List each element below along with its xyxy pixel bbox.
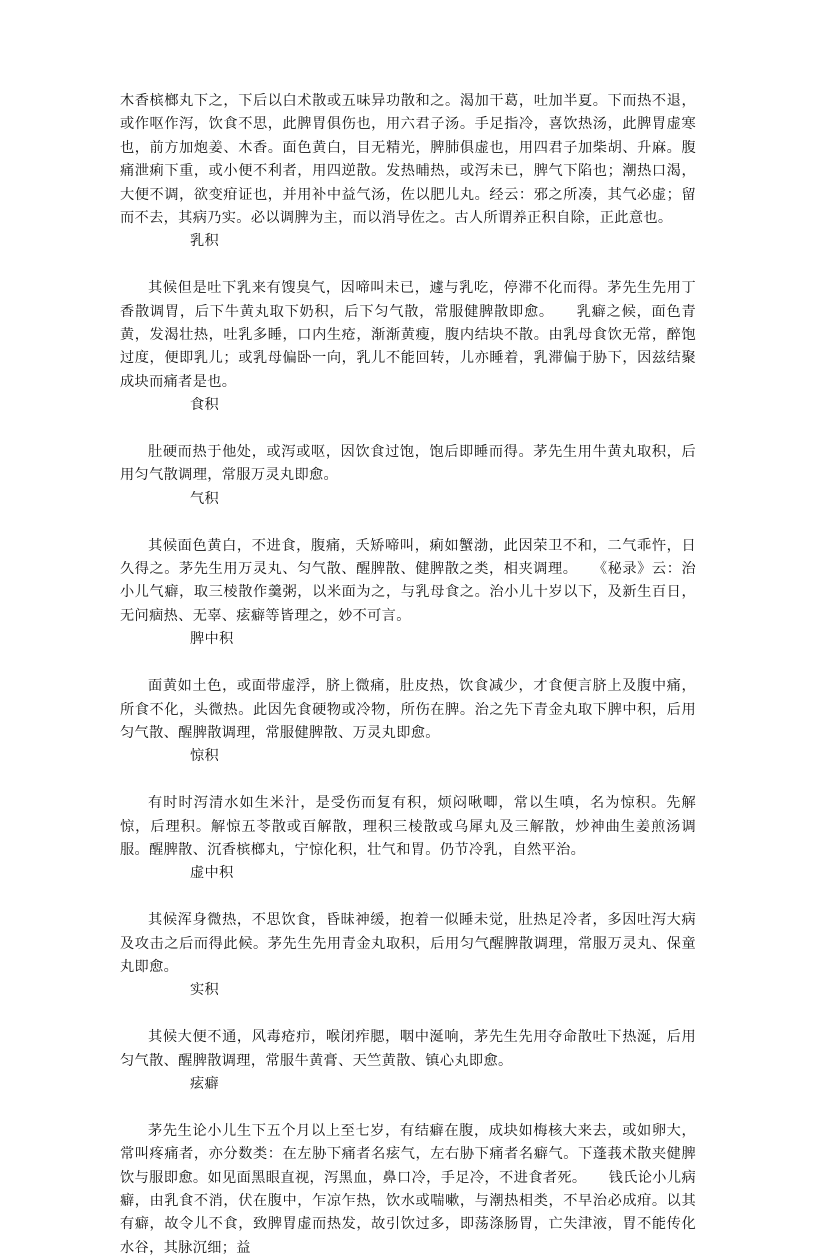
heading-xuzhongji: 虚中积 [190,865,234,882]
paragraph-shiji: 肚硬而热于他处，或泻或呕，因饮食过饱，饱后即睡而得。茅先生用牛黄丸取积，后用匀气散调理，常服万灵丸即愈。 [120,444,696,484]
spacer [120,511,696,534]
paragraph-xuzhongji: 其候浑身微热，不思饮食，昏昧神缓，抱着一似睡未觉，肚热足冷者，多因吐泻大病及攻击之后而得此候。茅先生先用青金丸取积，后用匀气醒脾散调理，常服万灵丸、保童丸即愈。 [120,912,696,975]
document-page [120,90,696,1260]
spacer [120,1096,696,1119]
heading-pizhongji: 脾中积 [190,631,234,648]
paragraph-jingji: 有时时泻清水如生米汁，是受伤而复有积，烦闷啾唧，常以生嗔，名为惊积。先解惊，后理积。解惊五苓散或百解散，理积三棱散或乌犀丸及三解散，炒神曲生姜煎汤调服。醒脾散、沉香槟榔丸，宁惊化积，壮气和胃。仍节冷乳，自然平治。 [120,795,696,858]
paragraph-qiji: 其候面色黄白，不进食，腹痛，夭矫啼叫，痢如蟹渤，此因荣卫不和，二气乖忤，日久得之。茅先生用万灵丸、匀气散、醒脾散、健脾散之类，相夹调理。 《秘录》云：治小儿气癖，取三棱散作羹粥，以米面为之，与乳母食之。治小儿十岁以下，及新生百日，无问痼热、无辜、痃癖等皆理之，妙不可言。 [120,537,696,624]
paragraph-ruji: 其候但是吐下乳来有馊臭气，因啼叫未已，遽与乳吃，停滞不化而得。茅先生先用丁香散调胃，后下牛黄丸取下奶积，后下匀气散，常服健脾散即愈。 乳癖之候，面色青黄，发渴壮热，吐乳多睡，口内生疮，渐渐黄瘦，腹内结块不散。由乳母食饮无常，醉饱过度，便即乳儿；或乳母偏卧一向，乳儿不能回转，儿亦睡着，乳滞偏于胁下，因兹结聚成块而痛者是也。 [120,280,696,390]
paragraph-intro: 木香槟榔丸下之，下后以白术散或五味异功散和之。渴加干葛，吐加半夏。下而热不退，或作呕作泻，饮食不思，此脾胃俱伤也，用六君子汤。手足指冷，喜饮热汤，此脾胃虚寒也，前方加炮姜、木香。面色黄白，目无精光，脾肺俱虚也，用四君子加柴胡、升麻。腹痛泄痢下重，或小便不利者，用四逆散。发热晡热，或泻未已，脾气下陷也；潮热口渴，大便不调，欲变疳证也，并用补中益气汤，佐以肥儿丸。经云：邪之所凑，其气必虚；留而不去，其病乃实。必以调脾为主，而以消导佐之。古人所谓养正积自除，正此意也。 [120,93,696,227]
heading-xuanpi: 痃癖 [190,1075,220,1092]
heading-qiji: 气积 [190,490,220,507]
spacer [120,886,696,909]
heading-ruji: 乳积 [190,233,220,250]
heading-jingji: 惊积 [190,748,220,765]
paragraph-pizhongji: 面黄如土色，或面带虚浮，脐上微痛，肚皮热，饮食减少，才食便言脐上及腹中痛，所食不化，头微热。此因先食硬物或冷物，所伤在脾。治之先下青金丸取下脾中积，后用匀气散、醒脾散调理，常服健脾散、万灵丸即愈。 [120,678,696,741]
spacer [120,1003,696,1026]
spacer [120,254,696,277]
spacer [120,769,696,792]
spacer [120,652,696,675]
heading-shiji-shi: 实积 [190,982,220,999]
spacer [120,418,696,441]
heading-shiji: 食积 [190,397,220,414]
paragraph-xuanpi: 茅先生论小儿生下五个月以上至七岁，有结癖在腹，成块如梅核大来去，或如卵大，常叫疼痛者，亦分数类：在左胁下痛者名痃气，左右胁下痛者名癖气。下蓬莪术散夹健脾饮与服即愈。如见面黑眼直视，泻黑血，鼻口冷，手足冷，不进食者死。 钱氏论小儿病癖，由乳食不消，伏在腹中，乍凉乍热，饮水或喘嗽，与潮热相类，不早治必成疳。以其有癖，故令儿不食，致脾胃虚而热发，故引饮过多，即荡涤肠胃，亡失津液，胃不能传化水谷，其脉沉细；益 [120,1122,696,1256]
paragraph-shiji-shi: 其候大便不通，风毒疮疖，喉闭痄腮，咽中涎响，茅先生先用夺命散吐下热涎，后用匀气散、醒脾散调理，常服牛黄膏、天竺黄散、镇心丸即愈。 [120,1029,696,1069]
